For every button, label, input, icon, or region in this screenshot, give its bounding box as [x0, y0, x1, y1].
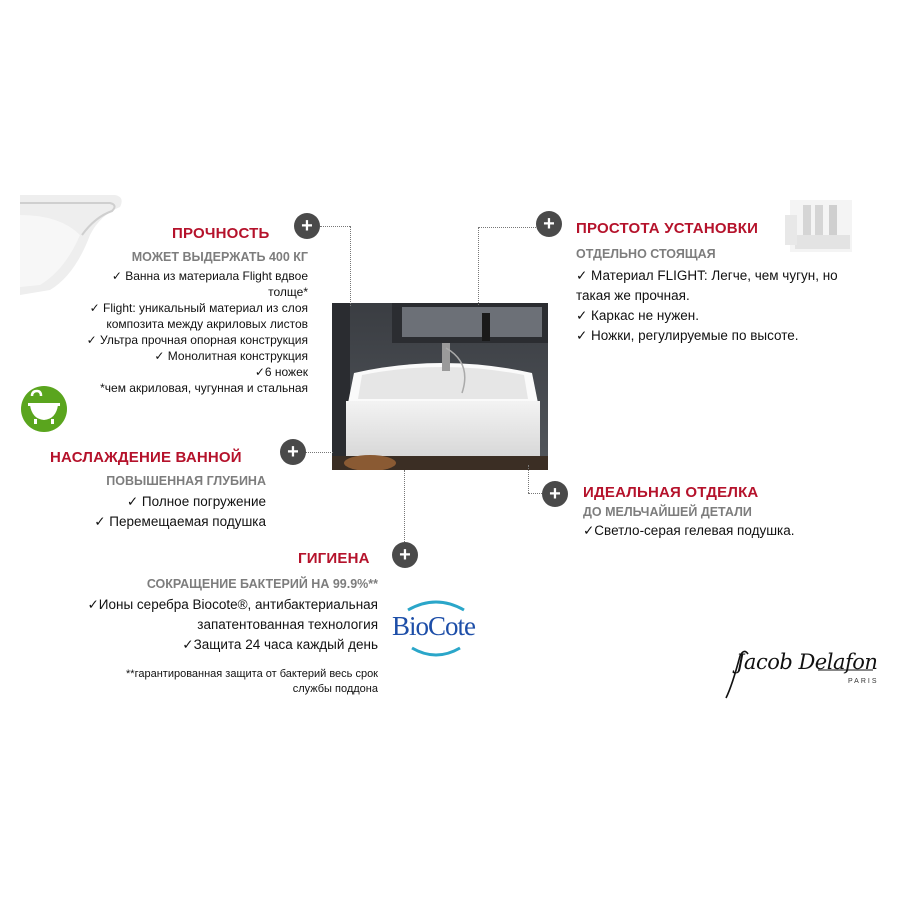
bathroom-photo	[332, 303, 548, 470]
bathtub-green-icon	[20, 385, 68, 433]
finish-title: ИДЕАЛЬНАЯ ОТДЕЛКА	[583, 484, 759, 501]
strength-line: толще*	[268, 285, 308, 299]
strength-line: ✓6 ножек	[254, 365, 308, 379]
installation-subtitle: ОТДЕЛЬНО СТОЯЩАЯ	[576, 247, 716, 261]
hygiene-line: ✓Защита 24 часа каждый день	[182, 637, 378, 652]
installation-list	[576, 266, 838, 346]
hygiene-footnote-line: службы поддона	[292, 683, 378, 695]
connector-finish-h	[528, 493, 542, 494]
hygiene-title: ГИГИЕНА	[298, 550, 370, 567]
enjoyment-list	[94, 492, 266, 532]
installation-title: ПРОСТОТА УСТАНОВКИ	[576, 220, 759, 237]
hygiene-plus-button[interactable]: +	[392, 542, 418, 568]
strength-subtitle: МОЖЕТ ВЫДЕРЖАТЬ 400 КГ	[131, 250, 308, 264]
installation-line: ✓ Ножки, регулируемые по высоте.	[576, 328, 799, 343]
brand-city: PARIS	[848, 678, 879, 685]
connector-hygiene-v	[404, 470, 405, 542]
biocote-logo-text: BioCote	[392, 611, 476, 641]
connector-strength-v	[350, 226, 351, 306]
finish-subtitle: ДО МЕЛЬЧАЙШЕЙ ДЕТАЛИ	[583, 505, 752, 519]
strength-plus-button[interactable]: +	[294, 213, 320, 239]
strength-line: ✓ Ультра прочная опорная конструкция	[86, 333, 308, 347]
strength-line: ✓ Ванна из материала Flight вдвое	[111, 269, 308, 283]
installation-plus-button[interactable]: +	[536, 211, 562, 237]
connector-finish-v	[528, 465, 529, 493]
jacob-delafon-logo	[718, 648, 880, 703]
finish-list	[583, 521, 795, 541]
enjoyment-line: ✓ Полное погружение	[126, 494, 266, 509]
installation-line: ✓ Каркас не нужен.	[576, 308, 699, 323]
brand-signature: Jacob Delafon	[736, 650, 878, 674]
hygiene-subtitle: СОКРАЩЕНИЕ БАКТЕРИЙ НА 99.9%**	[146, 577, 378, 591]
bathtub-feet-image	[785, 195, 855, 255]
strength-line: ✓ Flight: уникальный материал из слоя	[89, 301, 308, 315]
hygiene-list	[88, 595, 379, 655]
hygiene-footnote	[126, 667, 378, 697]
strength-line: композита между акриловых листов	[106, 317, 308, 331]
finish-line: ✓Светло-серая гелевая подушка.	[583, 523, 795, 538]
enjoyment-line: ✓ Перемещаемая подушка	[94, 514, 266, 529]
strength-line: *чем акриловая, чугунная и стальная	[100, 381, 308, 395]
connector-install-v	[478, 227, 479, 305]
enjoyment-plus-button[interactable]: +	[280, 439, 306, 465]
strength-list	[87, 268, 308, 396]
finish-plus-button[interactable]: +	[542, 481, 568, 507]
connector-strength-h	[320, 226, 350, 227]
strength-title: ПРОЧНОСТЬ	[172, 225, 270, 242]
enjoyment-subtitle: ПОВЫШЕННАЯ ГЛУБИНА	[106, 474, 266, 488]
installation-line: такая же прочная.	[576, 288, 690, 303]
biocote-logo	[390, 598, 482, 660]
enjoyment-title: НАСЛАЖДЕНИЕ ВАННОЙ	[50, 449, 242, 466]
hygiene-footnote-line: **гарантированная защита от бактерий весь срок	[126, 668, 378, 680]
connector-enjoy-h	[305, 452, 333, 453]
connector-install-h	[478, 227, 536, 228]
hygiene-line: запатентованная технология	[197, 617, 378, 632]
strength-line: ✓ Монолитная конструкция	[154, 349, 308, 363]
installation-line: ✓ Материал FLIGHT: Легче, чем чугун, но	[576, 268, 838, 283]
hygiene-line: ✓Ионы серебра Biocote®, антибактериальная	[87, 597, 378, 612]
